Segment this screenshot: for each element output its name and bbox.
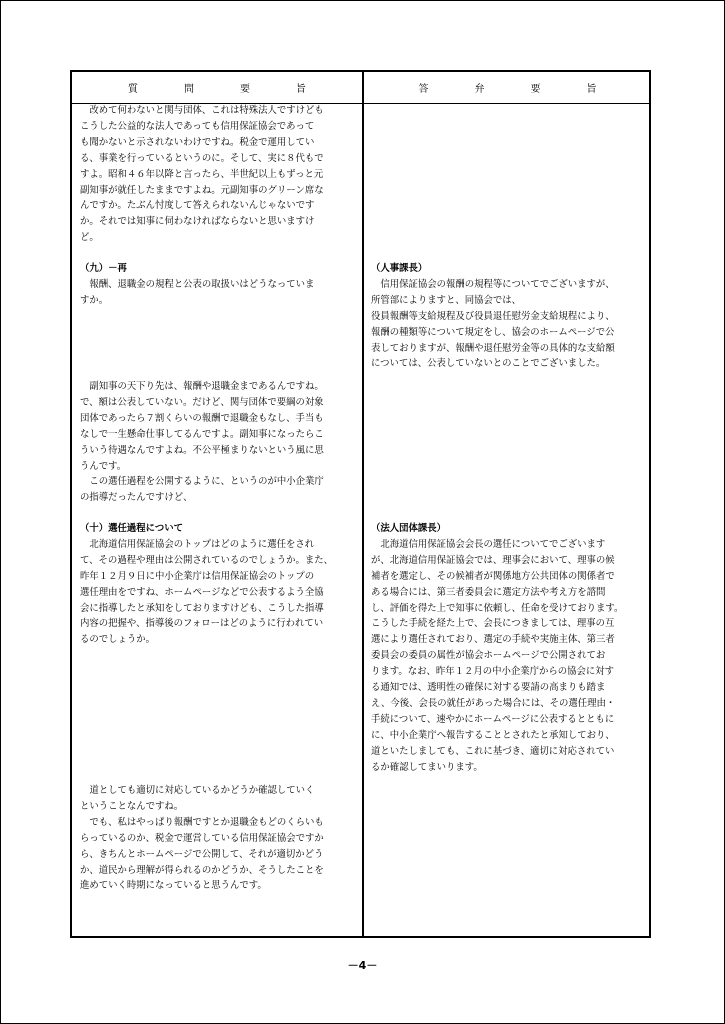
- text-line: の指導だったんですけど、: [80, 492, 193, 504]
- text-line: 委員会の委員の属性が協会ホームページで公開されてお: [371, 650, 606, 662]
- page-number: －4－: [347, 959, 378, 972]
- answer-10: [371, 521, 649, 776]
- question-10-heading: （十）選任過程について: [80, 523, 183, 534]
- text-line: こうした公益的な法人であっても信用保証協会であって: [80, 120, 315, 132]
- text-line: 報酬の種類等について規定をし、協会のホームページで公: [371, 326, 615, 338]
- text-line: については、公表していないとのことでございました。: [371, 358, 606, 370]
- answer-10-heading: （法人団体課長）: [371, 523, 447, 534]
- text-line: て、その過程や理由は公開されているのでしょうか。また、: [80, 554, 333, 566]
- question-paragraph-3: [80, 783, 360, 894]
- header-left-char: 要: [240, 84, 250, 95]
- text-line: なしで一生懸命仕事してるんですよ。副知事になったらこ: [80, 428, 324, 440]
- header-left-char: 質: [128, 84, 138, 95]
- text-line: 内容の把握や、指導後のフォローはどのように行われてい: [80, 618, 324, 630]
- text-line: らっているのか、税金で運営している信用保証協会ですか: [80, 832, 324, 844]
- answer-9: [371, 261, 649, 372]
- text-line: 北海道信用保証協会のトップはどのように選任をされ: [80, 538, 315, 550]
- text-line: か。それでは知事に伺わなければならないと思いますけ: [80, 216, 315, 228]
- text-line: 団体であったら７割くらいの報酬で退職金もなし、手当も: [80, 412, 324, 424]
- header-right-char: 旨: [586, 84, 597, 95]
- header-right-char: 答: [418, 84, 429, 95]
- text-line: 北海道信用保証協会会長の選任についてでございます: [371, 538, 606, 550]
- text-line: が、北海道信用保証協会では、理事会において、理事の候: [371, 554, 615, 566]
- question-9: [80, 261, 360, 309]
- text-line: るのでしょうか。: [80, 634, 156, 646]
- question-paragraph-1: [80, 103, 360, 246]
- text-line: る通知では、透明性の確保に対する要請の高まりも踏ま: [371, 682, 606, 694]
- qa-table: [70, 70, 651, 938]
- text-line: ういう待遇なんですよね。不公平極まりないという風に思: [80, 444, 324, 456]
- header-left-char: 旨: [296, 84, 306, 95]
- text-line: 所管部によりますと、同協会では、: [371, 294, 522, 306]
- text-line: え、今後、会長の就任があった場合には、その選任理由・: [371, 697, 616, 709]
- text-line: すよ。昭和４６年以降と言ったら、半世紀以上もずっと元: [80, 168, 324, 180]
- text-line: ら、きちんとホームページで公開して、それが適切かどう: [80, 848, 324, 860]
- text-line: こうした手続を経た上で、会長につきましては、理事の互: [371, 618, 615, 630]
- text-line: 会に指導したと承知をしておりますけども、こうした指導: [80, 602, 324, 614]
- text-line: ります。なお、昨年１２月の中小企業庁からの協会に対す: [371, 666, 615, 678]
- text-line: 信用保証協会の報酬の規程等についてでございますが、: [371, 278, 615, 290]
- question-9-heading: （九）－再: [80, 263, 127, 274]
- answer-9-heading: （人事課長）: [371, 263, 428, 274]
- header-right-char: 弁: [474, 84, 485, 95]
- text-line: 昨年１２月９日に中小企業庁は信用保証協会のトップの: [80, 570, 315, 582]
- text-line: 道としても適切に対応しているかどうか確認していく: [80, 785, 315, 796]
- text-line: し、評価を得た上で知事に依頼し、任命を受けております。: [371, 602, 624, 614]
- text-line: 役員報酬等支給規程及び役員退任慰労金支給規程により、: [371, 310, 615, 322]
- question-paragraph-2: [80, 379, 360, 506]
- text-line: んですか。たぶん忖度して答えられないんじゃないです: [80, 200, 315, 212]
- text-line: 道といたしましても、これに基づき、適切に対応されてい: [371, 745, 615, 757]
- text-line: も聞かないと示されないわけですね。税金で運用してい: [80, 136, 315, 148]
- text-line: ど。: [80, 232, 99, 244]
- header-question-summary: [72, 72, 362, 103]
- text-line: ある場合には、第三者委員会に選定方法や考え方を諮問: [371, 586, 606, 598]
- text-line: 副知事が就任したままですよね。元副知事のグリーン席な: [80, 184, 324, 196]
- text-line: 表しておりますが、報酬や退任慰労金等の具体的な支給額: [371, 342, 615, 354]
- text-line: 副知事の天下り先は、報酬や退職金まであるんですね。: [80, 381, 324, 392]
- text-line: 手続について、速やかにホームページに公表するとともに: [371, 713, 615, 725]
- question-10: [80, 521, 360, 648]
- text-line: 報酬、退職金の規程と公表の取扱いはどうなっていま: [80, 278, 315, 290]
- text-line: 改めて何わないと関与団体、これは特殊法人ですけども: [80, 105, 324, 116]
- text-line: 選任理由をですね、ホームページなどで公表するよう全協: [80, 586, 324, 598]
- column-divider: [362, 72, 364, 936]
- header-left-char: 問: [184, 84, 194, 95]
- text-line: うんです。: [80, 460, 127, 472]
- text-line: るか確認してまいります。: [371, 761, 483, 773]
- text-line: に、中小企業庁へ報告することとされたと承知しており、: [371, 729, 615, 741]
- text-line: 選により選任されており、選定の手続や実施主体、第三者: [371, 634, 615, 646]
- header-right-char: 要: [530, 84, 541, 95]
- text-line: すか。: [80, 294, 109, 306]
- text-line: でも、私はやっぱり報酬ですとか退職金もどのくらいも: [80, 816, 324, 828]
- text-line: か、道民から理解が得られるのかどうか、そうしたことを: [80, 864, 324, 876]
- header-answer-summary: [364, 72, 651, 103]
- text-line: ということなんですね。: [80, 800, 184, 812]
- text-line: で、額は公表していない。だけど、関与団体で要綱の対象: [80, 396, 324, 408]
- text-line: 進めていく時期になっていると思うんです。: [80, 880, 267, 892]
- text-line: 補者を選定し、その候補者が関係地方公共団体の関係者で: [371, 570, 615, 582]
- text-line: この選任過程を公開するように、というのが中小企業庁: [80, 476, 324, 488]
- text-line: る、事業を行っているというのに。そして、実に８代もで: [80, 152, 324, 164]
